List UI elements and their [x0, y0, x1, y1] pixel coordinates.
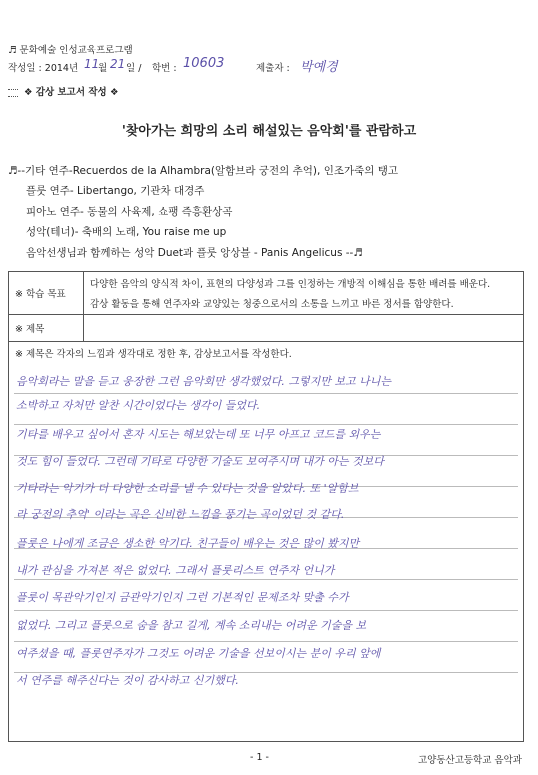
submitter-value: 박예경 — [300, 60, 338, 75]
essay-line-9: 플룻이 목관악기인지 금관악기인지 그런 기본적인 문제조차 맞출 수가 — [16, 591, 349, 604]
submitter-label: 제출자 : — [256, 63, 290, 74]
essay-line-4: 것도 힘이 들었다. 그런데 기타로 다양한 기술도 보여주시며 내가 아는 것보다 — [16, 455, 384, 468]
program-line-tenor: 성악(테너)- 축배의 노래, You raise me up — [26, 226, 227, 238]
goal-label: ※ 학습 목표 — [9, 272, 84, 315]
ruled-line — [14, 610, 518, 611]
bullet-mark — [8, 89, 18, 97]
document-title: '찾아가는 희망의 소리 해설있는 음악회'를 관람하고 — [121, 124, 417, 139]
essay-line-5: 기타라는 악기가 더 다양한 소리를 낼 수 있다는 것을 알았다. 또 '알함브 — [16, 482, 359, 495]
ruled-line — [14, 641, 518, 642]
essay-line-10: 없었다. 그리고 플룻으로 숨을 참고 길게, 계속 소리내는 어려운 기술을 보 — [16, 619, 367, 632]
student-no-value: 10603 — [183, 56, 225, 71]
month-value: 11 — [84, 57, 100, 71]
goal-cell — [84, 272, 524, 315]
essay-line-11: 여주셨을 때, 플룻연주자가 그것도 어려운 기술을 선보이시는 분이 우리 앞에 — [16, 647, 381, 660]
goal-text-1: 다양한 음악의 양식적 차이, 표현의 다양성과 그를 인정하는 개방적 이해심을 통한 배려를 배운다. — [90, 279, 491, 290]
program-line-duet: 음악선생님과 함께하는 성악 Duet과 플룻 앙상블 - Panis Angelicus --♬ — [26, 247, 363, 259]
page-number: - 1 - — [250, 752, 269, 763]
essay-line-8: 내가 관심을 가져본 적은 없었다. 그래서 플룻리스트 연주자 언니가 — [16, 564, 335, 577]
date-label: 작성일 : 2014년 — [8, 63, 79, 74]
essay-line-2: 소박하고 자처만 알찬 시간이었다는 생각이 들었다. — [16, 399, 261, 412]
goal-text-2: 감상 활동을 통해 연주자와 교양있는 청중으로서의 소통을 느끼고 바른 정서를 함양한다. — [90, 299, 454, 310]
program-line-guitar: ♬--기타 연주-Recuerdos de la Alhambra(알함브라 궁전의 추억), 인조가죽의 탱고 — [8, 165, 399, 177]
program-line-piano: 피아노 연주- 동물의 사육제, 쇼팽 즉흥환상곡 — [26, 206, 233, 218]
essay-line-1: 음악회라는 말을 듣고 웅장한 그런 음악회만 생각했었다. 그렇지만 보고 나니는 — [16, 375, 391, 388]
day-value: 21 — [110, 57, 126, 71]
essay-line-12: 서 연주를 해주신다는 것이 감사하고 신기했다. — [16, 674, 239, 687]
month-label: 월 — [98, 63, 108, 74]
report-heading: ❖ 감상 보고서 작성 ❖ — [24, 87, 119, 98]
essay-line-3: 기타를 배우고 싶어서 혼자 시도는 해보았는데 또 너무 아프고 코드를 외우는 — [16, 428, 381, 441]
essay-line-6: 라 궁전의 추억' 이라는 곡은 신비한 느낌을 풍기는 곡이었던 것 같다. — [16, 508, 345, 521]
program-name: ♬ 문화예술 인성교육프로그램 — [8, 45, 133, 56]
school-name: 고양동산고등학교 음악과 — [418, 755, 522, 766]
ruled-line — [14, 579, 518, 580]
subject-field — [84, 315, 524, 342]
ruled-line — [14, 424, 518, 425]
essay-instruction: ※ 제목은 각자의 느낌과 생각대로 정한 후, 감상보고서를 작성한다. — [15, 349, 292, 360]
student-no-label: 학번 : — [152, 63, 177, 74]
program-line-flute: 플룻 연주- Libertango, 기관차 대경주 — [26, 185, 205, 197]
essay-line-7: 플룻은 나에게 조금은 생소한 악기다. 친구들이 배우는 것은 많이 봤지만 — [16, 537, 360, 550]
ruled-line — [14, 393, 518, 394]
day-label: 일 / — [126, 63, 142, 74]
subject-label: ※ 제목 — [9, 315, 84, 342]
